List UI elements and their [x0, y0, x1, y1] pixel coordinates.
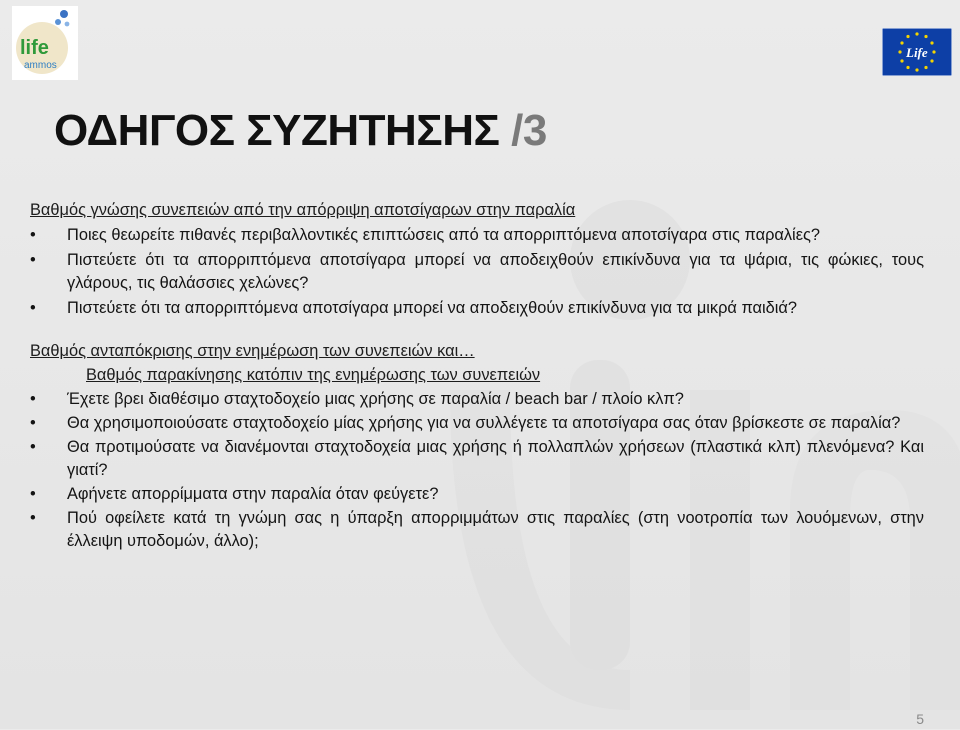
- list-item: • Θα χρησιμοποιούσατε σταχτοδοχείο μίας χρήσης για να συλλέγετε τα αποτσίγαρα σας όταν βρίσκεστε σε παραλία?: [30, 412, 924, 435]
- section2-subheading: Βαθμός παρακίνησης κατόπιν της ενημέρωσης των συνεπειών: [86, 366, 541, 384]
- svg-text:Life: Life: [906, 45, 928, 60]
- section1-list: [30, 224, 924, 320]
- title-number: /3: [511, 106, 547, 155]
- list-item: • Έχετε βρει διαθέσιμο σταχτοδοχείο μιας χρήσης σε παραλία / beach bar / πλοίο κλπ?: [30, 388, 924, 411]
- eu-life-logo: [882, 28, 952, 76]
- section2: [30, 340, 924, 553]
- section2-heading: Βαθμός ανταπόκρισης στην ενημέρωση των συνεπειών και…: [30, 342, 475, 360]
- list-item: • Πού οφείλετε κατά τη γνώμη σας η ύπαρξη απορριμμάτων στις παραλίες (στη νοοτροπία των λουόμενων, στην έλλειψη υποδομών, άλλο);: [30, 507, 924, 553]
- title-main: ΟΔΗΓΟΣ ΣΥΖΗΤΗΣΗΣ: [54, 106, 500, 155]
- list-item: • Θα προτιμούσατε να διανέμονται σταχτοδοχεία μιας χρήσης ή πολλαπλών χρήσεων (πλαστικά κλπ) πλενόμενα? Και γιατί?: [30, 436, 924, 482]
- section1-heading: Βαθμός γνώσης συνεπειών από την απόρριψη αποτσίγαρων στην παραλία: [30, 201, 576, 219]
- life-ammos-logo: [12, 6, 78, 80]
- list-item: • Πιστεύετε ότι τα απορριπτόμενα αποτσίγαρα μπορεί να αποδειχθούν επικίνδυνα για τα ψάρια, τις φώκιες, τους γλάρους, τις θαλάσσιες χελώνες?: [30, 249, 924, 295]
- list-item: • Ποιες θεωρείτε πιθανές περιβαλλοντικές επιπτώσεις από τα απορριπτόμενα αποτσίγαρα στις παραλίες?: [30, 224, 924, 247]
- section2-list: [30, 388, 924, 553]
- svg-text:life: life: [20, 37, 49, 59]
- list-item: • Πιστεύετε ότι τα απορριπτόμενα αποτσίγαρα μπορεί να αποδειχθούν επικίνδυνα για τα μικρά παιδιά?: [30, 297, 924, 320]
- discussion-guide-content: [30, 199, 924, 553]
- page-title: [54, 106, 547, 156]
- svg-text:ammos: ammos: [24, 60, 57, 71]
- list-item: • Αφήνετε απορρίμματα στην παραλία όταν φεύγετε?: [30, 483, 924, 506]
- page-number: 5: [916, 711, 924, 727]
